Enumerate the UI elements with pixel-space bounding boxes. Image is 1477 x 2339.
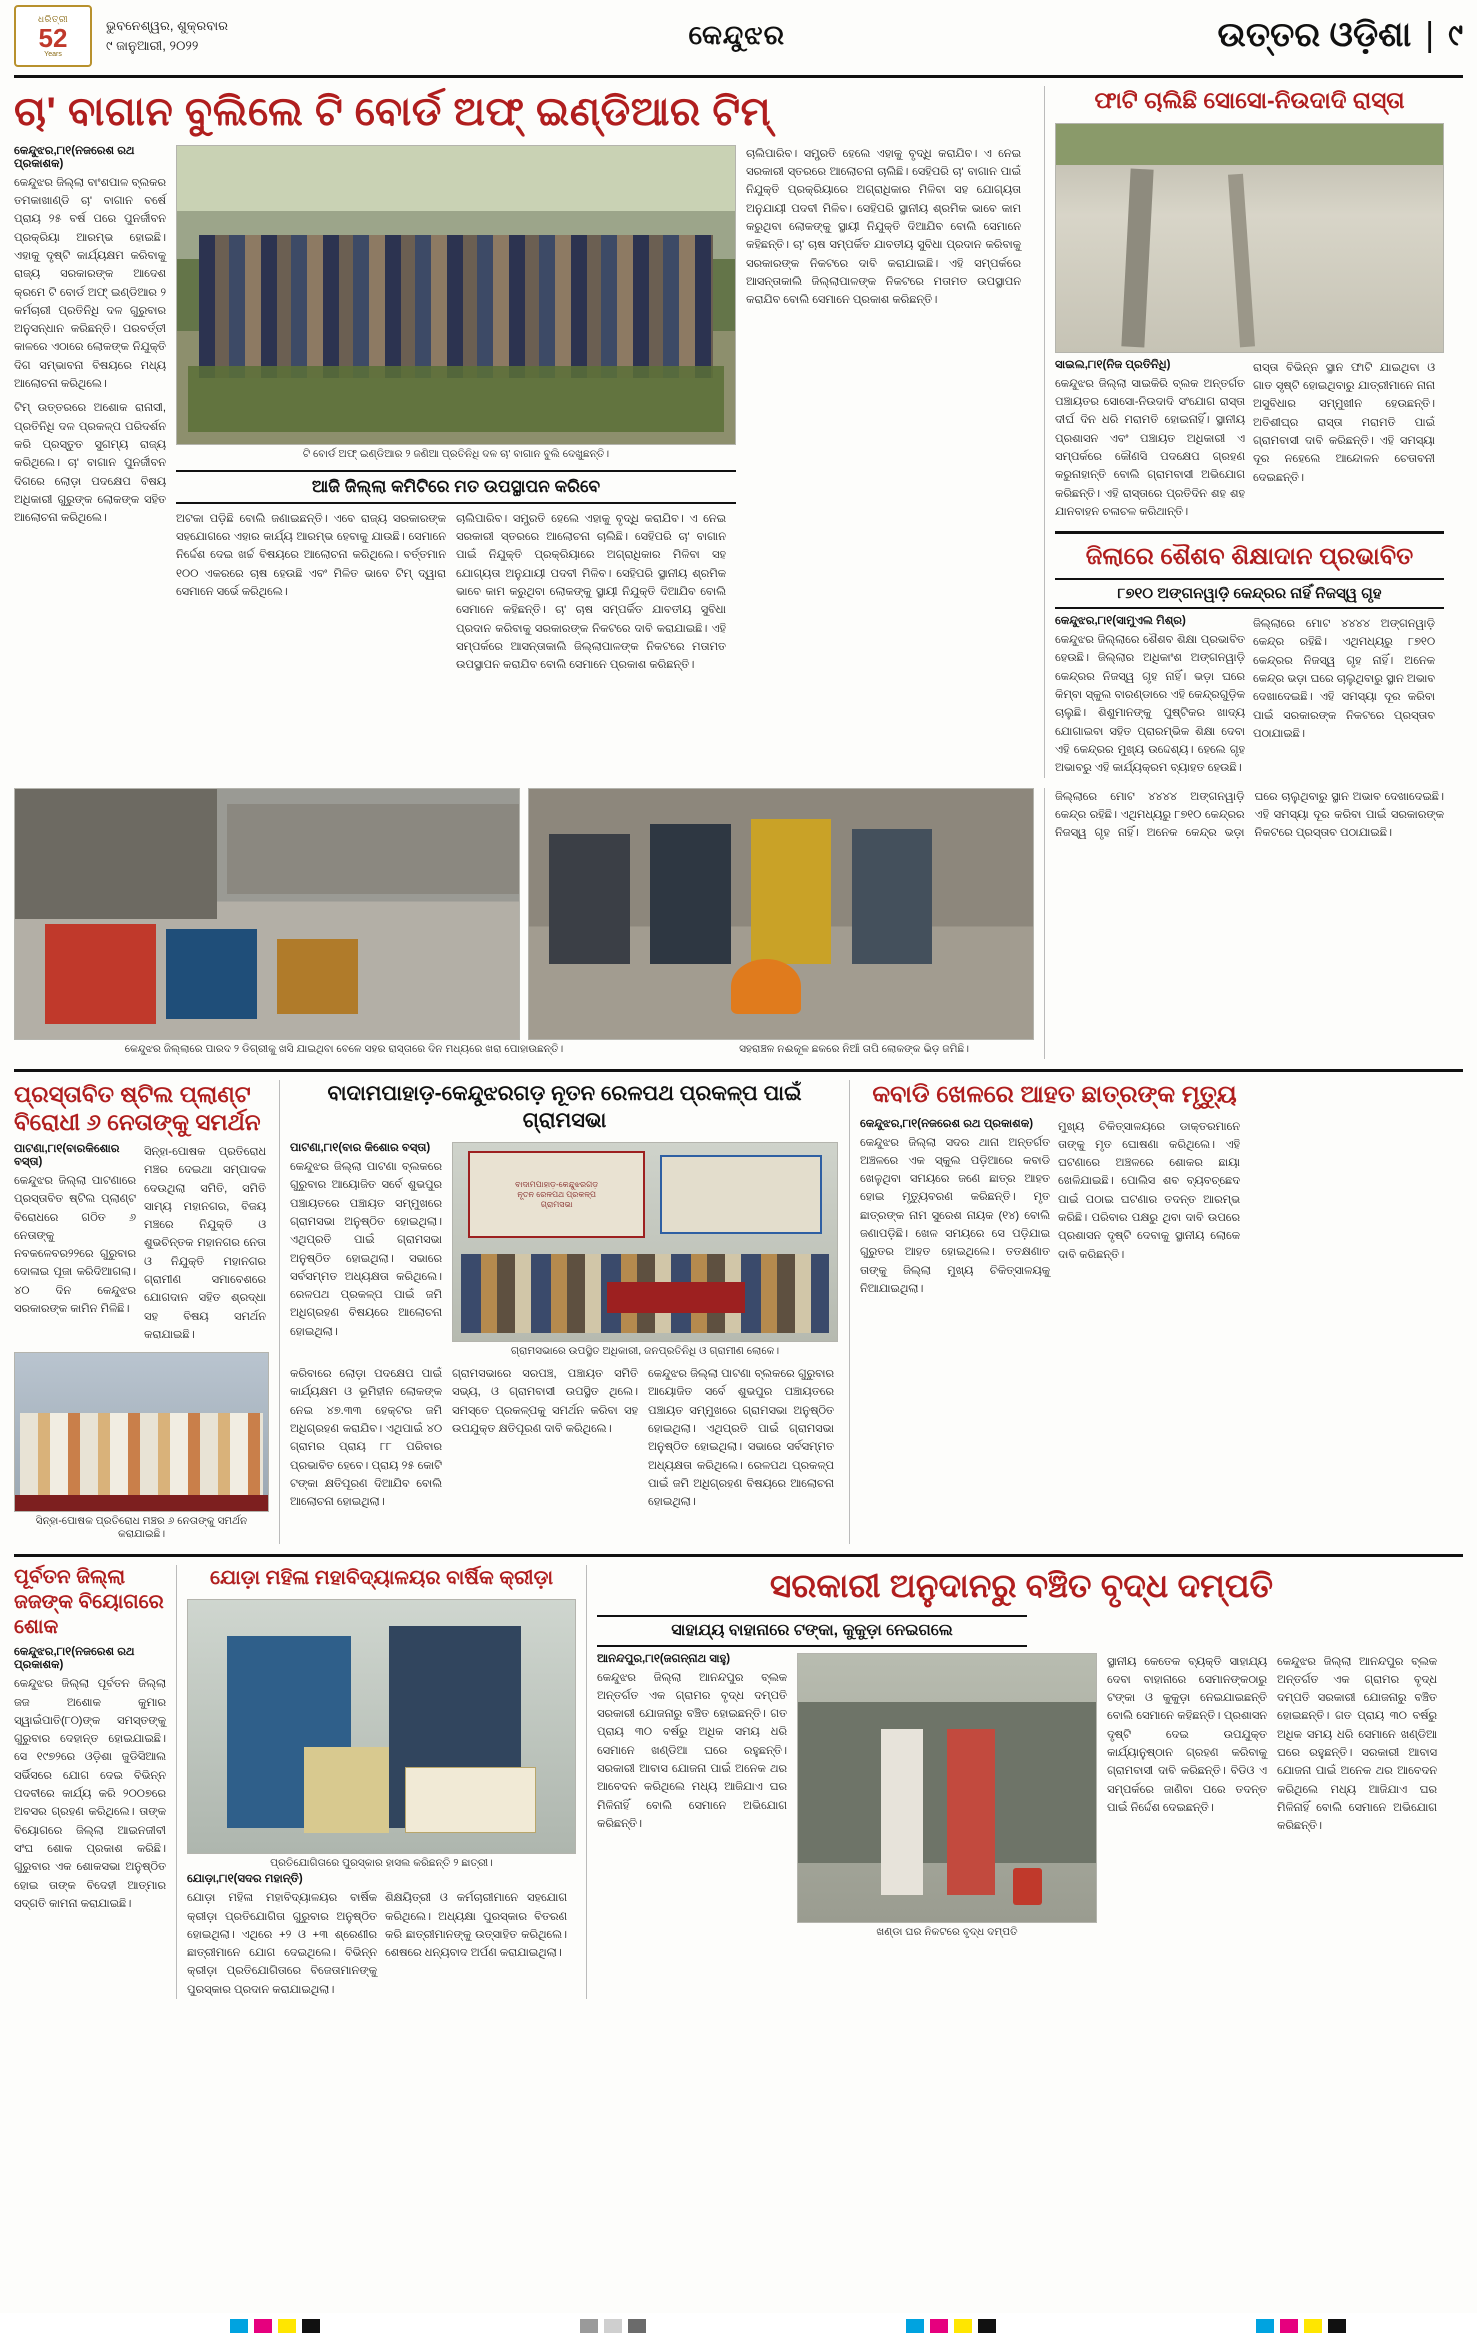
education-continued: ଜିଲ୍ଲାରେ ମୋଟ ୪୪୪୪ ଅଙ୍ଗନୱାଡ଼ି କେନ୍ଦ୍ର ରହିଛି। ଏଥିମଧ୍ୟରୁ ୮୭୧୦ କେନ୍ଦ୍ରର ନିଜସ୍ୱ ଗୃହ ନାହିଁ। ଅନେକ କେନ୍ଦ୍ର ଭଡ଼ା ଘରେ ଚାଲୁଥିବାରୁ ସ୍ଥାନ ଅଭାବ ଦେଖାଦେଇଛି। ଏହି ସମସ୍ୟା ଦୂର କରିବା ପାଇଁ ସରକାରଙ୍କ ନିକଟରେ ପ୍ରସ୍ତାବ ପଠାଯାଇଛି। [1055,790,1444,840]
education-col-2 [1253,615,1435,777]
steel-plant-story [14,1080,269,1545]
kabadi-body-1: କେନ୍ଦୁଝର ଜିଲ୍ଲା ସଦର ଥାନା ଅନ୍ତର୍ଗତ ଅଞ୍ଚଳରେ ଏକ ସ୍କୁଲ ପଡ଼ିଆରେ କବାଡି ଖେଳୁଥିବା ସମୟରେ ଜଣେ ଛାତ୍ର ଆହତ ହୋଇ ମୃତ୍ୟୁବରଣ କରିଛନ୍ତି। ମୃତ ଛାତ୍ରଙ୍କ ନାମ ସୁରେଶ ନାୟକ (୧୪) ବୋଲି ଜଣାପଡ଼ିଛି। ଖେଳ ସମୟରେ ସେ ପଡ଼ିଯାଇ ଗୁରୁତର ଆହତ ହୋଇଥିଲେ। ତତକ୍ଷଣାତ ତାଙ୍କୁ ଜିଲ୍ଲା ମୁଖ୍ୟ ଚିକିତ୍ସାଳୟକୁ ନିଆଯାଇଥିଲା। [860,1136,1050,1295]
masthead-dateline [106,16,256,55]
obituary-story [14,1565,166,1999]
swatch-yellow-2 [954,2319,972,2333]
rail-project-banner [468,1151,645,1238]
mid-section [14,788,1463,1059]
college-body-2: ଶିକ୍ଷୟିତ୍ରୀ ଓ କର୍ମଚାରୀମାନେ ସହଯୋଗ କରିଥିଲେ। ଅଧ୍ୟକ୍ଷା ପୁରସ୍କାର ବିତରଣ କରି ଛାତ୍ରୀମାନଙ୍କୁ ଉତ୍ସାହିତ କରିଥିଲେ। ଶେଷରେ ଧନ୍ୟବାଦ ଅର୍ପଣ କରାଯାଇଥିଲା। [385,1892,567,1960]
obituary-body: କେନ୍ଦୁଝର ଜିଲ୍ଲା ପୂର୍ବତନ ଜିଲ୍ଲା ଜଜ ଅଶୋକ କୁମାର ସ୍ୱାଇଁପାତି(୮୦)ଙ୍କ ସମସ୍ତଙ୍କୁ ଗୁରୁବାର ଦେହାନ୍ତ ହୋଇଯାଇଛି। ସେ ୧୯୭୨ରେ ଓଡ଼ିଶା ଜୁଡିସିଆଲ ସର୍ଭିସରେ ଯୋଗ ଦେଇ ବିଭିନ୍ନ ପଦବୀରେ କାର୍ଯ୍ୟ କରି ୨୦୦୭ରେ ଅବସର ଗ୍ରହଣ କରିଥିଲେ। ତାଙ୍କ ବିୟୋଗରେ ଜିଲ୍ଲା ଆଇନଜୀବୀ ସଂଘ ଶୋକ ପ୍ରକାଶ କରିଛି। ଗୁରୁବାର ଏକ ଶୋକସଭା ଅନୁଷ୍ଠିତ ହୋଇ ତାଙ୍କ ବିଦେହୀ ଆତ୍ମାର ସଦ୍‌ଗତି କାମନା କରାଯାଇଛି। [14,1678,166,1910]
college-body-1: ଯୋଡ଼ା ମହିଳା ମହାବିଦ୍ୟାଳୟର ବାର୍ଷିକ କ୍ରୀଡ଼ା ପ୍ରତିଯୋଗିତା ଗୁରୁବାର ଅନୁଷ୍ଠିତ ହୋଇଥିଲା। ଏଥିରେ +୨ ଓ +୩ ଶ୍ରେଣୀର ଛାତ୍ରୀମାନେ ଯୋଗ ଦେଇଥିଲେ। ବିଭିନ୍ନ କ୍ରୀଡ଼ା ପ୍ରତିଯୋଗିତାରେ ବିଜେତାମାନଙ୍କୁ ପୁରସ୍କାର ପ୍ରଦାନ କରାଯାଇଥିଲା। [187,1892,377,1996]
education-body-1: କେନ୍ଦୁଝର ଜିଲ୍ଲାରେ ଶୈଶବ ଶିକ୍ଷା ପ୍ରଭାବିତ ହେଉଛି। ଜିଲ୍ଲାର ଅଧିକାଂଶ ଅଙ୍ଗନୱାଡ଼ି କେନ୍ଦ୍ରର ନିଜସ୍ୱ ଗୃହ ନାହିଁ। ଭଡ଼ା ଘରେ କିମ୍ବା ସ୍କୁଲ ବାରଣ୍ଡାରେ ଏହି କେନ୍ଦ୍ରଗୁଡ଼ିକ ଚାଲୁଛି। ଶିଶୁମାନଙ୍କୁ ପୁଷ୍ଟିକର ଖାଦ୍ୟ ଯୋଗାଇବା ସହିତ ପ୍ରାରମ୍ଭିକ ଶିକ୍ଷା ଦେବା ଏହି କେନ୍ଦ୍ରର ମୁଖ୍ୟ ଉଦ୍ଦେଶ୍ୟ। ହେଲେ ଗୃହ ଅଭାବରୁ ଏହି କାର୍ଯ୍ୟକ୍ରମ ବ୍ୟାହତ ହେଉଛି। [1055,634,1245,775]
kabadi-body-2: ମୁଖ୍ୟ ଚିକିତ୍ସାଳୟରେ ଡାକ୍ତରମାନେ ତାଙ୍କୁ ମୃତ ଘୋଷଣା କରିଥିଲେ। ଏହି ଘଟଣାରେ ଅଞ୍ଚଳରେ ଶୋକର ଛାୟା ଖେଳିଯାଇଛି। ପୋଲିସ ଶବ ବ୍ୟବଚ୍ଛେଦ ପାଇଁ ପଠାଇ ଘଟଣାର ତଦନ୍ତ ଆରମ୍ଭ କରିଛି। ପରିବାର ପକ୍ଷରୁ ଥିବା ଦାବି ଉପରେ ପ୍ରଶାସନ ଦୃଷ୍ଟି ଦେବାକୁ ସ୍ଥାନୀୟ ଲୋକେ ଦାବି କରିଛନ୍ତି। [1058,1120,1240,1261]
lead-column-1 [14,145,166,675]
lead-headline: ଚା' ବାଗାନ ବୁଲିଲେ ଟି ବୋର୍ଡ ଅଫ୍ ଇଣ୍ଡିଆର ଟିମ୍ [14,90,772,134]
color-bars-left [230,2319,320,2333]
rail-project-body-4: କେନ୍ଦୁଝର ଜିଲ୍ଲା ପାଟଣା ବ୍ଲକରେ ଗୁରୁବାର ଆୟୋଜିତ ସର୍ବେ ଶୁଭପୁର ପଞ୍ଚାୟତରେ ପଞ୍ଚାୟତ ସମ୍ମୁଖରେ ଗ୍ରାମସଭା ଅନୁଷ୍ଠିତ ହୋଇଥିଲା। ଏଥିପ୍ରତି ପାଇଁ ଗ୍ରାମସଭା ଅନୁଷ୍ଠିତ ହୋଇଥିଲା। ସଭାରେ ସର୍ବସମ୍ମତ ଅଧ୍ୟକ୍ଷତା କରିଥିଲେ। ରେଳପଥ ପ୍ରକଳ୍ପ ପାଇଁ ଜମି ଅଧିଗ୍ରହଣ ବିଷୟରେ ଆଲୋଚନା ହୋଇଥିଲା। [648,1368,834,1509]
senior-couple-caption: ଖଣ୍ଡା ଘର ନିକଟରେ ବୃଦ୍ଧ ଦମ୍ପତି [876,1925,1018,1938]
senior-couple-headline: ସରକାରୀ ଅନୁଦାନରୁ ବଞ୍ଚିତ ବୃଦ୍ଧ ଦମ୍ପତି [769,1567,1274,1605]
swatch-gray-1 [580,2319,598,2333]
senior-couple-photo [797,1653,1097,1923]
rail-project-dateline: ପାଟଣା,୮ା୧(ବାର କିଶୋର ବସ୍ତା) [290,1142,431,1155]
color-bars-mid [906,2319,996,2333]
senior-couple-dateline: ଆନନ୍ଦପୁର,୮ା୧(ଜଗନ୍ନାଥ ସାହୁ) [597,1652,731,1665]
logo-anniversary-number: 52 [38,22,68,53]
rail-project-bottom [290,1365,839,1511]
page-number: ୯ [1448,18,1463,52]
lead-body-3: ଚାଲିପାରିବ। ସମ୍ପ୍ରତି ହେଲେ ଏହାକୁ ବୃଦ୍ଧି କରାଯିବ। ଏ ନେଇ ସରକାରୀ ସ୍ତରରେ ଆଲୋଚନା ଚାଲିଛି। ସେହିପରି ଚା' ବାଗାନ ପାଇଁ ନିଯୁକ୍ତି ପ୍ରକ୍ରିୟାରେ ଅଗ୍ରାଧିକାର ମିଳିବା ସହ ଯୋଗ୍ୟତା ଅନୁଯାୟୀ ପଦବୀ ମିଳିବ। ସେହିପରି ସ୍ଥାନୀୟ ଶ୍ରମିକ ଭାବେ କାମ କରୁଥିବା ଲୋକଙ୍କୁ ସ୍ଥାୟୀ ନିଯୁକ୍ତି ଦିଆଯିବ ବୋଲି ସେମାନେ କହିଛନ୍ତି। ଚା' ଚାଷ ସମ୍ପର୍କିତ ଯାବତୀୟ ସୁବିଧା ପ୍ରଦାନ କରିବାକୁ ସରକାରଙ୍କ ନିକଟରେ ଦାବି କରାଯାଇଛି। ଏହି ସମ୍ପର୍କରେ ଆସନ୍ତାକାଲି ଜିଲ୍ଲାପାଳଙ୍କ ନିକଟରେ ମତାମତ ଉପସ୍ଥାପନ କରାଯିବ ବୋଲି ସେମାନେ ପ୍ରକାଶ କରିଛନ୍ତି। [456,512,726,672]
edition-name: ଉତ୍ତର ଓଡ଼ିଶା [1217,16,1412,54]
swatch-gray-3 [628,2319,646,2333]
lead-photo [176,145,736,445]
steel-plant-headline: ପ୍ରସ୍ତାବିତ ଷ୍ଟିଲ ପ୍ଲାଣ୍ଟ ବିରୋଧୀ ୬ ନେତାଙ୍କୁ ସମର୍ଥନ [14,1080,261,1136]
road-dateline: ସାଇଲ,୮ା୧(ନିଜ ପ୍ରତିନିଧି) [1055,358,1171,371]
road-col-2 [1253,359,1435,521]
steel-plant-columns [14,1143,269,1344]
mid-captions [14,1040,1034,1059]
kabadi-headline: କବାଡି ଖେଳରେ ଆହତ ଛାତ୍ରଙ୍କ ମୃତ୍ୟୁ [872,1080,1237,1108]
lead-column-3 [746,145,1021,675]
obituary-dateline: କେନ୍ଦୁଝର,୮ା୧(ନଜରେଶ ରଥ ପ୍ରକାଶକ) [14,1646,135,1672]
street-fire-photo-left [14,788,520,1040]
banner-line-2: ନୂତନ ରେଳପଥ ପ୍ରକଳ୍ପ [517,1189,597,1199]
road-body-2: ରାସ୍ତା ବିଭିନ୍ନ ସ୍ଥାନ ଫାଟି ଯାଇଥିବା ଓ ଗାତ ସୃଷ୍ଟି ହୋଇଥିବାରୁ ଯାତ୍ରୀମାନେ ନାନା ଅସୁବିଧାର ସମ୍ମୁଖୀନ ହେଉଛନ୍ତି। ଅତିଶୀଘ୍ର ରାସ୍ତା ମରାମତି ପାଇଁ ଗ୍ରାମବାସୀ ଦାବି କରିଛନ୍ତି। ଏହି ସମସ୍ୟା ଦୂର ନହେଲେ ଆନ୍ଦୋଳନ ଚେତାବନୀ ଦେଇଛନ୍ତି। [1253,361,1435,484]
lead-subbox-headline: ଆଜି ଜିଲ୍ଲା କମିଟିରେ ମତ ଉପସ୍ଥାପନ କରିବେ [176,470,736,504]
third-band [14,1080,1463,1545]
gray-bars [580,2319,646,2333]
steel-plant-body-2: ସିନ୍ହା-ପୋଷକ ପ୍ରତିରୋଧ ମଞ୍ଚର ଦେଇଥା ସମ୍ପାଦକ ଦେଉଥିଲା ସମିତି, ସମିତି ସାମ୍ୟ ମହାନଗର, ବିଜୟ ମଞ୍ଚରେ ନିଯୁକ୍ତି ଓ ଶୁଭଚିନ୍ତକ ମହାନଗର ନେତା ଓ ନିଯୁକ୍ତି ମହାନଗର ଗ୍ରାମୀଣ ସମାବେଶରେ ଯୋଗଦାନ ସହିତ ଶ୍ରଦ୍ଧା ସହ ବିଷୟ ସମର୍ଥନ କରାଯାଇଛି। [144,1146,266,1341]
college-dateline: ଯୋଡ଼ା,୮ା୧(ସଦର ମହାନ୍ତି) [187,1873,303,1886]
swatch-cyan [230,2319,248,2333]
masthead-section-title: କେନ୍ଦୁଝର [688,19,786,50]
senior-couple-body-2: ସ୍ଥାନୀୟ କେତେକ ବ୍ୟକ୍ତି ସାହାଯ୍ୟ ଦେବା ବାହାନାରେ ସେମାନଙ୍କଠାରୁ ଟଙ୍କା ଓ କୁକୁଡ଼ା ନେଇଯାଇଛନ୍ତି ବୋଲି ସେମାନେ କହିଛନ୍ତି। ପ୍ରଶାସନ ଦୃଷ୍ଟି ଦେଇ ଉପଯୁକ୍ତ କାର୍ଯ୍ୟାନୁଷ୍ଠାନ ଗ୍ରହଣ କରିବାକୁ ଗ୍ରାମବାସୀ ଦାବି କରିଛନ୍ତି। ବିଡିଓ ଏ ସମ୍ପର୍କରେ ଜାଣିବା ପରେ ତଦନ୍ତ ପାଇଁ ନିର୍ଦ୍ଦେଶ ଦେଇଛନ୍ତି। [1107,1655,1267,1814]
print-registration-strip [0,2313,1477,2339]
swatch-black-2 [978,2319,996,2333]
logo-years-label: Years [44,50,62,58]
swatch-gray-2 [604,2319,622,2333]
senior-couple-subhead: ସାହାଯ୍ୟ ବାହାନାରେ ଟଙ୍କା, କୁକୁଡ଼ା ନେଇଗଲେ [597,1615,1027,1647]
college-photo [187,1599,576,1854]
rail-project-body-2: କରିବାରେ ଲୋଡ଼ା ପଦକ୍ଷେପ ପାଇଁ କାର୍ଯ୍ୟକ୍ଷମ ଓ ଭୂମିହୀନ ଲୋକଙ୍କ ନେଇ ୪୭.୩୩ ହେକ୍ଟର ଜମି ଅଧିଗ୍ରହଣ କରାଯିବ। ଏଥିପାଇଁ ୪୦ ଗ୍ରାମର ପ୍ରାୟ ୮୮ ପରିବାର ପ୍ରଭାବିତ ହେବେ। ପ୍ରାୟ ୨୫ କୋଟି ଟଙ୍କା କ୍ଷତିପୂରଣ ଦିଆଯିବ ବୋଲି ଆଲୋଚନା ହୋଇଥିଲା। [290,1368,442,1509]
rail-project-photo [452,1142,838,1342]
street-fire-photo-right [528,788,1034,1040]
college-story [176,1565,576,1999]
education-subhead: ୮୭୧୦ ଅଙ୍ଗନୱାଡ଼ି କେନ୍ଦ୍ରର ନାହିଁ ନିଜସ୍ୱ ଗୃହ [1055,578,1444,609]
education-body-2: ଜିଲ୍ଲାରେ ମୋଟ ୪୪୪୪ ଅଙ୍ଗନୱାଡ଼ି କେନ୍ଦ୍ର ରହିଛି। ଏଥିମଧ୍ୟରୁ ୮୭୧୦ କେନ୍ଦ୍ରର ନିଜସ୍ୱ ଗୃହ ନାହିଁ। ଅନେକ କେନ୍ଦ୍ର ଭଡ଼ା ଘରେ ଚାଲୁଥିବାରୁ ସ୍ଥାନ ଅଭାବ ଦେଖାଦେଇଛି। ଏହି ସମସ୍ୟା ଦୂର କରିବା ପାଇଁ ସରକାରଙ୍କ ନିକଟରେ ପ୍ରସ୍ତାବ ପଠାଯାଇଛି। [1253,618,1435,740]
education-col-1 [1055,615,1245,777]
senior-couple-columns [597,1653,1446,1942]
swatch-cyan-3 [1256,2319,1274,2333]
rail-project-top [290,1142,839,1361]
mid-caption-right: ସହରାଞ୍ଚଳ ନଈକୂଳ ଛକରେ ନିଆଁ ତାପି ଲୋକଙ୍କ ଭିଡ଼ ଜମିଛି। [739,1042,969,1055]
masthead-place-day: ଭୁବନେଶ୍ୱର, ଶୁକ୍ରବାର [106,18,228,33]
senior-couple-body-3: କେନ୍ଦୁଝର ଜିଲ୍ଲା ଆନନ୍ଦପୁର ବ୍ଲକ ଅନ୍ତର୍ଗତ ଏକ ଗ୍ରାମର ବୃଦ୍ଧ ଦମ୍ପତି ସରକାରୀ ଯୋଜନାରୁ ବଞ୍ଚିତ ହୋଇଛନ୍ତି। ଗତ ପ୍ରାୟ ୩୦ ବର୍ଷରୁ ଅଧିକ ସମୟ ଧରି ସେମାନେ ଖଣ୍ଡିଆ ଘରେ ରହୁଛନ୍ତି। ସରକାରୀ ଆବାସ ଯୋଜନା ପାଇଁ ଅନେକ ଥର ଆବେଦନ କରିଥିଲେ ମଧ୍ୟ ଆଜିଯାଏ ଘର ମିଳିନାହିଁ ବୋଲି ସେମାନେ ଅଭିଯୋଗ କରିଛନ୍ତି। [1277,1655,1437,1833]
mid-photos [14,788,1034,1040]
steel-plant-dateline: ପାଟଣା,୮ା୧(ବାରକିଶୋର ବସ୍ତା) [14,1143,120,1168]
steel-plant-photo [14,1352,269,1512]
swatch-yellow-3 [1304,2319,1322,2333]
road-photo [1055,123,1444,353]
lead-body-4: ଚାଲିପାରିବ। ସମ୍ପ୍ରତି ହେଲେ ଏହାକୁ ବୃଦ୍ଧି କରାଯିବ। ଏ ନେଇ ସରକାରୀ ସ୍ତରରେ ଆଲୋଚନା ଚାଲିଛି। ସେହିପରି ଚା' ବାଗାନ ପାଇଁ ନିଯୁକ୍ତି ପ୍ରକ୍ରିୟାରେ ଅଗ୍ରାଧିକାର ମିଳିବା ସହ ଯୋଗ୍ୟତା ଅନୁଯାୟୀ ପଦବୀ ମିଳିବ। ସେହିପରି ସ୍ଥାନୀୟ ଶ୍ରମିକ ଭାବେ କାମ କରୁଥିବା ଲୋକଙ୍କୁ ସ୍ଥାୟୀ ନିଯୁକ୍ତି ଦିଆଯିବ ବୋଲି ସେମାନେ କହିଛନ୍ତି। ଚା' ଚାଷ ସମ୍ପର୍କିତ ଯାବତୀୟ ସୁବିଧା ପ୍ରଦାନ କରିବାକୁ ସରକାରଙ୍କ ନିକଟରେ ଦାବି କରାଯାଇଛି। ଏହି ସମ୍ପର୍କରେ ଆସନ୍ତାକାଲି ଜିଲ୍ଲାପାଳଙ୍କ ନିକଟରେ ମତାମତ ଉପସ୍ଥାପନ କରାଯିବ ବୋଲି ସେମାନେ ପ୍ରକାଶ କରିଛନ୍ତି। [746,147,1021,307]
swatch-magenta [254,2319,272,2333]
right-rail [1044,86,1444,778]
kabadi-block [849,1080,1249,1545]
steel-plant-body-1: କେନ୍ଦୁଝର ଜିଲ୍ଲା ପାଟଣାରେ ପ୍ରସ୍ତାବିତ ଷ୍ଟିଲ ପ୍ଲାଣ୍ଟ ବିରୋଧରେ ଗଠିତ ୬ ନେତାଙ୍କୁ ନବକଳେବର୨୨ରେ ଗୁରୁବାର ଦୋଳାଇ ପୂଜା କରିଦିଆଗଲା। ୪୦ ଦିନ କେନ୍ଦୁଝର ସରକାରଙ୍କ କାମିନ ମିଳିଛି। [14,1175,136,1316]
kabadi-columns [860,1118,1249,1299]
education-dateline: କେନ୍ଦୁଝର,୮ା୧(ସାମୁଏଲ ମିଶ୍ର) [1055,615,1186,628]
college-caption: ପ୍ରତିଯୋଗିତାରେ ପୁରସ୍କାର ହାସଲ କରିଛନ୍ତି ୨ ଛାତ୍ରୀ। [270,1857,493,1870]
lead-photo-block [176,145,736,675]
rail-project-body-3: ଗ୍ରାମସଭାରେ ସରପଞ୍ଚ, ପଞ୍ଚାୟତ ସମିତି ସଭ୍ୟ, ଓ ଗ୍ରାମବାସୀ ଉପସ୍ଥିତ ଥିଲେ। ସମସ୍ତେ ପ୍ରକଳ୍ପକୁ ସମର୍ଥନ କରିବା ସହ ଉପଯୁକ୍ତ କ୍ଷତିପୂରଣ ଦାବି କରିଥିଲେ। [452,1368,638,1435]
education-columns [1055,615,1444,777]
lead-body-1: କେନ୍ଦୁଝର ଜିଲ୍ଲା ବାଂଶପାଳ ବ୍ଲକର ତମକାଖାଣ୍ଡି ଚା' ବାଗାନ ବର୍ଷେ ପ୍ରାୟ ୨୫ ବର୍ଷ ପରେ ପୁନର୍ଜୀବନ ପ୍ରକ୍ରିୟା ଆରମ୍ଭ ହୋଇଛି। ଏହାକୁ ଦୃଷ୍ଟି କାର୍ଯ୍ୟକ୍ଷମ କରିବାକୁ ରାଜ୍ୟ ସରକାରଙ୍କ ଆଦେଶ କ୍ରମେ ଟି ବୋର୍ଡ ଅଫ୍ ଇଣ୍ଡିଆର ୨ କର୍ମଚାରୀ ପ୍ରତିନିଧି ଦଳ ଗୁରୁବାର ଅନୁସନ୍ଧାନ କରିଛନ୍ତି। ପରବର୍ତ୍ତୀ କାଳରେ ଏଠାରେ ଲୋକଙ୍କ ନିଯୁକ୍ତି ଦିଗ ସମ୍ଭାବନା ବିଷୟରେ ମଧ୍ୟ ଆଲୋଚନା କରିଥିଲେ। [14,176,166,391]
road-story-columns [1055,359,1444,521]
banner-line-3: ଗ୍ରାମସଭା [540,1199,573,1209]
mid-photo-strip [14,788,1034,1059]
road-col-1 [1055,359,1245,521]
kabadi-dateline: କେନ୍ଦୁଝର,୮ା୧(ନଜରେଶ ରଥ ପ୍ରକାଶକ) [860,1117,1034,1130]
color-bars-right [1256,2319,1346,2333]
swatch-black-3 [1328,2319,1346,2333]
masthead [14,0,1463,78]
swatch-yellow [278,2319,296,2333]
rail-project-headline: ବାଦାମପାହାଡ଼-କେନ୍ଦୁଝରଗଡ଼ ନୂତନ ରେଳପଥ ପ୍ରକଳ୍ପ ପାଇଁ ଗ୍ରାମସଭା [327,1081,802,1132]
rail-project-body-1: କେନ୍ଦୁଝର ଜିଲ୍ଲା ପାଟଣା ବ୍ଲକରେ ଗୁରୁବାର ଆୟୋଜିତ ସର୍ବେ ଶୁଭପୁର ପଞ୍ଚାୟତରେ ପଞ୍ଚାୟତ ସମ୍ମୁଖରେ ଗ୍ରାମସଭା ଅନୁଷ୍ଠିତ ହୋଇଥିଲା। ଏଥିପ୍ରତି ପାଇଁ ଗ୍ରାମସଭା ଅନୁଷ୍ଠିତ ହୋଇଥିଲା। ସଭାରେ ସର୍ବସମ୍ମତ ଅଧ୍ୟକ୍ଷତା କରିଥିଲେ। ରେଳପଥ ପ୍ରକଳ୍ପ ପାଇଁ ଜମି ଅଧିଗ୍ରହଣ ବିଷୟରେ ଆଲୋଚନା ହୋଇଥିଲା। [290,1161,442,1338]
divider: | [1425,16,1435,54]
obituary-headline: ପୂର୍ବତନ ଜିଲ୍ଲା ଜଜଙ୍କ ବିୟୋଗରେ ଶୋକ [14,1566,164,1639]
rail-project-story [279,1080,839,1545]
bottom-band [14,1565,1463,1999]
lead-body-2: ଟିମ୍ ଉତ୍ତରରେ ଅଶୋକ ରାନାସୀ, ପ୍ରତିନିଧି ଦଳ ପ୍ରକଳ୍ପ ପରିଦର୍ଶନ କରି ପ୍ରସ୍ତୁତ ସୁଗମ୍ୟ ରାଜ୍ୟ କରିଥିଲେ। ଚା' ବାଗାନ ପୁନର୍ଜୀବନ ଦିଗରେ ଲୋଡ଼ା ପଦକ୍ଷେପ ବିଷୟ ଅଧିକାରୀ ଗୁରୁଙ୍କ ଲୋକଙ୍କ ସହିତ ଆଲୋଚନା କରିଥିଲେ। [14,402,166,525]
swatch-magenta-3 [1280,2319,1298,2333]
publication-logo [14,5,92,67]
swatch-black [302,2319,320,2333]
senior-couple-body-1: କେନ୍ଦୁଝର ଜିଲ୍ଲା ଆନନ୍ଦପୁର ବ୍ଲକ ଅନ୍ତର୍ଗତ ଏକ ଗ୍ରାମର ବୃଦ୍ଧ ଦମ୍ପତି ସରକାରୀ ଯୋଜନାରୁ ବଞ୍ଚିତ ହୋଇଛନ୍ତି। ଗତ ପ୍ରାୟ ୩୦ ବର୍ଷରୁ ଅଧିକ ସମୟ ଧରି ସେମାନେ ଖଣ୍ଡିଆ ଘରେ ରହୁଛନ୍ତି। ସରକାରୀ ଆବାସ ଯୋଜନା ପାଇଁ ଅନେକ ଥର ଆବେଦନ କରିଥିଲେ ମଧ୍ୟ ଆଜିଯାଏ ଘର ମିଳିନାହିଁ ବୋଲି ସେମାନେ ଅଭିଯୋଗ କରିଛନ୍ତି। [597,1671,787,1830]
education-headline: ଜିଲାରେ ଶୈଶବ ଶିକ୍ଷାଦାନ ପ୍ରଭାବିତ [1085,543,1414,571]
top-section [14,86,1463,778]
kabadi-story [1044,788,1444,1059]
lead-story [14,86,1034,778]
rail-project-caption: ଗ୍ରାମସଭାରେ ଉପସ୍ଥିତ ଅଧିକାରୀ, ଜନପ୍ରତିନିଧି ଓ ଗ୍ରାମୀଣ ଲୋକେ। [510,1345,780,1358]
swatch-magenta-2 [930,2319,948,2333]
college-columns [187,1889,576,1999]
masthead-date: ୯ ଜାନୁଆରୀ, ୨୦୨୨ [106,37,199,53]
lead-dateline: କେନ୍ଦୁଝର,୮ା୧(ନଜରେଶ ରଥ ପ୍ରକାଶକ) [14,144,135,170]
lead-photo-caption: ଟି ବୋର୍ଡ ଅଫ୍ ଇଣ୍ଡିଆର ୨ ଜଣିଆ ପ୍ରତିନିଧି ଦଳ ଚା' ବାଗାନ ବୁଲି ଦେଖୁଛନ୍ତି। [302,447,610,460]
road-story-headline: ଫାଟି ଚାଲିଛି ସୋସୋ-ନିଉଦାଦି ରାସ୍ତା [1094,87,1405,113]
banner-line-1: ବାଦାମପାହାଡ଼-କେନ୍ଦୁଝରଗଡ଼ [515,1179,599,1189]
senior-couple-story [586,1565,1446,1999]
lead-subbox-body: ଅଟକା ପଡ଼ିଛି ବୋଲି ଜଣାଇଛନ୍ତି। ଏବେ ରାଜ୍ୟ ସରକାରଙ୍କ ସହଯୋଗରେ ଏହାର କାର୍ଯ୍ୟ ଆରମ୍ଭ ହେବାକୁ ଯାଉଛି। ସେମାନେ ନିର୍ଦ୍ଦେଶ ଦେଇ ଖର୍ଚ୍ଚ ବିଷୟରେ ଆଲୋଚନା କରିଥିଲେ। ବର୍ତ୍ତମାନ ୧୦୦ ଏକରରେ ଚାଷ ହେଉଛି ଏବଂ ମିଳିତ ଭାବେ ଟିମ୍ ଦ୍ୱାରା ସେମାନେ ସର୍ଭେ କରିଥିଲେ। [176,512,446,598]
steel-plant-caption: ସିନ୍ହା-ପୋଷକ ପ୍ରତିରୋଧ ମଞ୍ଚର ୬ ନେତାଙ୍କୁ ସମର୍ଥନ କରାଯାଇଛି। [35,1515,248,1541]
logo-title: ଧରିତ୍ରୀ [37,13,69,24]
lead-subbox-columns [176,510,736,675]
swatch-cyan-2 [906,2319,924,2333]
masthead-edition-block [1218,16,1463,55]
mid-caption-left: କେନ୍ଦୁଝର ଜିଲ୍ଲାରେ ପାରଦ ୨ ଡିଗ୍ରୀକୁ ଖସି ଯାଇଥିବା ବେଳେ ସହର ରାସ୍ତାରେ ଦିନ ମଧ୍ୟରେ ଖରା ପୋହାଉଛନ୍ତି। [124,1042,564,1055]
lead-columns [14,145,1034,675]
road-body-1: କେନ୍ଦୁଝର ଜିଲ୍ଲା ସାଇକିରି ବ୍ଲକ ଅନ୍ତର୍ଗତ ପଞ୍ଚାୟତର ସୋସୋ-ନିଉଦାଦି ସଂଯୋଗ ରାସ୍ତା ଦୀର୍ଘ ଦିନ ଧରି ମରାମତି ହୋଇନାହିଁ। ସ୍ଥାନୀୟ ପ୍ରଶାସନ ଏବଂ ପଞ୍ଚାୟତ ଅଧିକାରୀ ଏ ସମ୍ପର୍କରେ କୌଣସି ପଦକ୍ଷେପ ଗ୍ରହଣ କରୁନାହାନ୍ତି ବୋଲି ଗ୍ରାମବାସୀ ଅଭିଯୋଗ କରିଛନ୍ତି। ଏହି ରାସ୍ତାରେ ପ୍ରତିଦିନ ଶହ ଶହ ଯାନବାହନ ଚଳାଚଳ କରିଥାନ୍ତି। [1055,377,1245,518]
college-headline: ଯୋଡ଼ା ମହିଳା ମହାବିଦ୍ୟାଳୟର ବାର୍ଷିକ କ୍ରୀଡ଼ା [209,1567,554,1590]
